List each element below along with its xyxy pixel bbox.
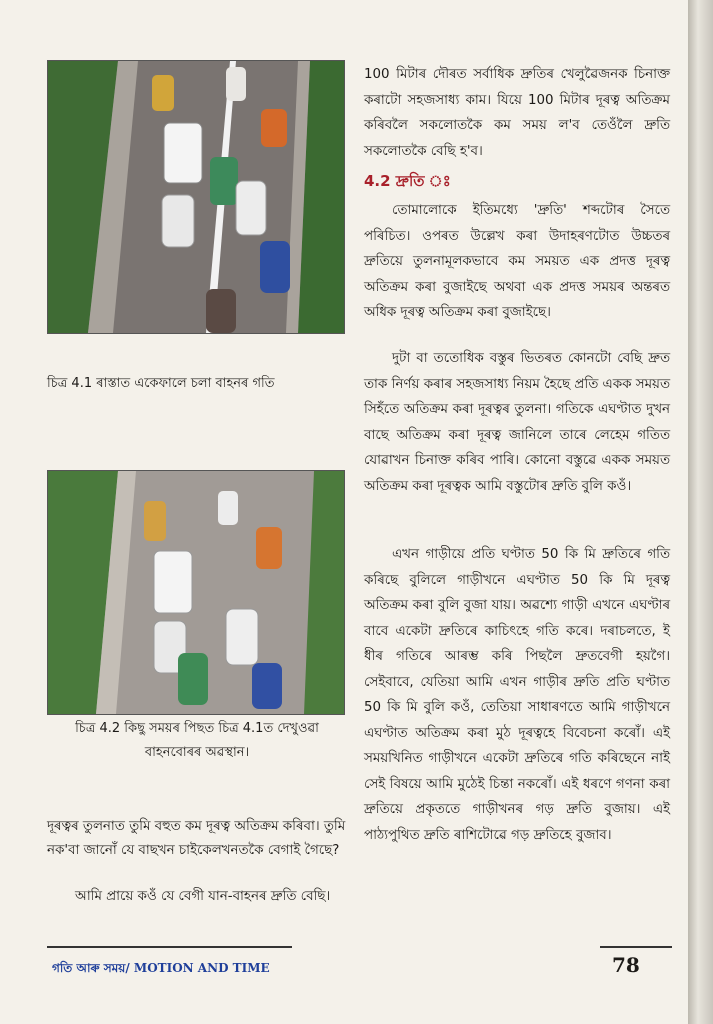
paragraph-speed-definition: দুটা বা ততোধিক বস্তুৰ ভিতৰত কোনটো বেছি দ্ৰুত তাক নিৰ্ণয় কৰাৰ সহজসাধ্য নিয়ম হৈছে প্ৰতি একক সময়ত সিহঁতে অতিক্ৰম কৰা দূৰত্বৰ তুলনা। গতিকে এঘণ্টাত দুখন বাছে অতিক্ৰম কৰা দূৰত্ব জানিলে তাৰে লেহেম গতিত যোৱাখন চিনাক্ত কৰিব পাৰি। কোনো বস্তুৱে একক সময়ত অতিক্ৰম কৰা দূৰত্বক আমি বস্তুটোৰ দ্ৰুতি বুলি কওঁ। bbox=[364, 351, 670, 494]
footer-chapter-title bbox=[52, 960, 270, 980]
figure2-caption: চিত্ৰ 4.2 কিছু সময়ৰ পিছত চিত্ৰ 4.1ত দেখুওৱা বাহনবোৰৰ অৱস্থান। bbox=[75, 721, 319, 760]
footer-assamese-title: গতি আৰু সময়/ bbox=[52, 961, 130, 975]
page-number: 78 bbox=[612, 953, 640, 977]
footer-rule-right bbox=[600, 946, 672, 948]
footer-rule-left bbox=[47, 946, 292, 948]
paragraph-speed-intro: তোমালোকে ইতিমধ্যে 'দ্ৰুতি' শব্দটোৰ সৈতে পৰিচিত। ওপৰত উল্লেখ কৰা উদাহৰণটোত উচ্চতৰ দ্ৰুতিয়ে তুলনামূলকভাবে কম সময়ত এক প্ৰদত্ত দূৰত্ব অতিক্ৰম কৰা বুজাইছে অথবা এক প্ৰদত্ত সময়ৰ অন্তৰত অধিক দূৰত্ব অতিক্ৰম কৰা বুজাইছে। bbox=[364, 203, 670, 320]
figure-road-vehicles-2 bbox=[47, 470, 345, 715]
road-illustration-1 bbox=[48, 61, 344, 333]
footer-english-title: MOTION AND TIME bbox=[133, 961, 270, 975]
left-column-question: দূৰত্বৰ তুলনাত তুমি বহুত কম দূৰত্ব অতিক্ৰম কৰিবা। তুমি নক'বা জানোঁ যে বাছখন চাইকেলখনতকৈ বেগাই গৈছে? bbox=[47, 819, 346, 858]
paragraph-average-speed: এখন গাড়ীয়ে প্ৰতি ঘণ্টাত 50 কি মি দ্ৰুতিৰে গতি কৰিছে বুলিলে গাড়ীখনে এঘণ্টাত 50 কি মি দূৰত্ব অতিক্ৰম কৰা বুলি বুজা যায়। অৱশ্যে গাড়ী এখনে এঘণ্টাৰ বাবে একেটা দ্ৰুতিৰে কাচিৎহে গতি কৰে। দৰাচলতে, ই ধীৰ গতিৰে আৰম্ভ কৰি পিছলৈ দ্ৰুতবেগী হয়গৈ। সেইবাবে, যেতিয়া আমি এখন গাড়ীৰ দ্ৰুতি প্ৰতি ঘণ্টাত 50 কি মি বুলি কওঁ, তেতিয়া সাধাৰণতে আমি গাড়ীখনে এঘণ্টাত অতিক্ৰম কৰা মুঠ দূৰত্বহে বিবেচনা কৰোঁ। এই সময়খিনিত গাড়ীখনে একেটা দ্ৰুতিৰে গতি কৰিছেনে নাই সেই বিষয়ে আমি মুঠেই চিন্তা নকৰোঁ। এই ধৰণে গণনা কৰা দ্ৰুতিয়ে প্ৰকৃততে গাড়ীখনৰ গড় দ্ৰুতি বুজায়। এই পাঠ্যপুথিত দ্ৰুতি ৰাশিটোৱে গড় দ্ৰুতিহে বুজাব। bbox=[364, 547, 670, 843]
figure1-caption: চিত্ৰ 4.1 ৰাস্তাত একেফালে চলা বাহনৰ গতি bbox=[47, 376, 275, 391]
section-heading-speed: 4.2 দ্ৰুতি ঃ bbox=[364, 172, 451, 190]
road-illustration-2 bbox=[48, 471, 344, 714]
paragraph-race: 100 মিটাৰ দৌৰত সৰ্বাধিক দ্ৰুতিৰ খেলুৱৈজনক চিনাক্ত কৰাটো সহজসাধ্য কাম। যিয়ে 100 মিটাৰ দূৰত্ব অতিক্ৰম কৰিবলৈ সকলোতকৈ কম সময় ল'ব তেওঁলৈ দ্ৰুতি সকলোতকৈ বেছি হ'ব। bbox=[364, 67, 670, 159]
book-page-edge bbox=[688, 0, 713, 1024]
figure-road-vehicles-1 bbox=[47, 60, 345, 334]
left-column-answer: আমি প্ৰায়ে কওঁ যে বেগী যান-বাহনৰ দ্ৰুতি বেছি। bbox=[75, 889, 331, 904]
